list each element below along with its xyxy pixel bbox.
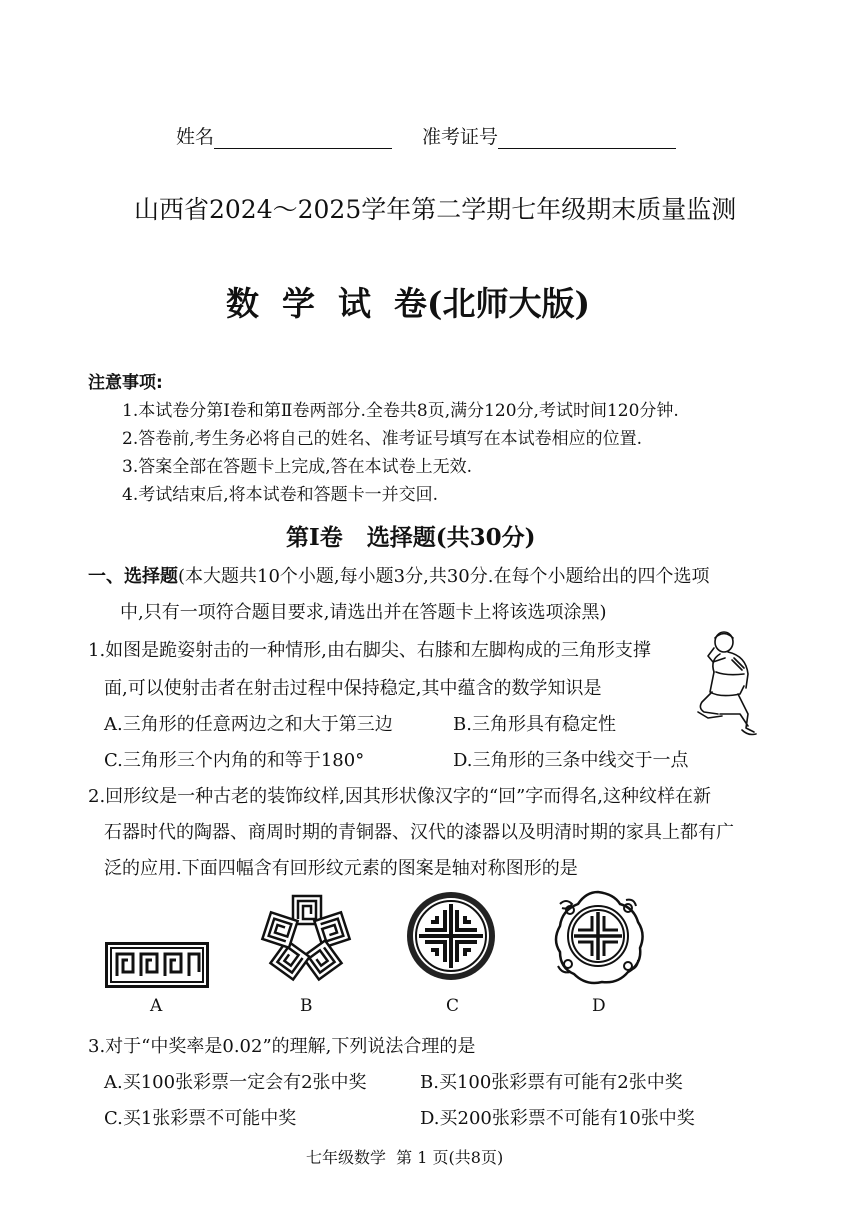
- exam-id-label: [422, 122, 676, 149]
- q1-option-a: A.三角形的任意两边之和大于第三边: [104, 714, 393, 735]
- q2-stem: 2.回形纹是一种古老的装饰纹样,因其形状像汉字的“回”字而得名,这种纹样在新: [88, 786, 712, 807]
- notes-heading: 注意事项:: [88, 373, 163, 393]
- q2-stem: 泛的应用.下面四幅含有回形纹元素的图案是轴对称图形的是: [104, 858, 578, 879]
- figure-label-a: A: [150, 996, 163, 1016]
- pattern-figure-d: [548, 886, 648, 986]
- pattern-figure-c: [405, 890, 497, 982]
- q3-option-a: A.买100张彩票一定会有2张中奖: [104, 1072, 367, 1093]
- pattern-figure-b: [258, 888, 356, 986]
- note-item: 1.本试卷分第Ⅰ卷和第Ⅱ卷两部分.全卷共8页,满分120分,考试时间120分钟.: [122, 401, 679, 421]
- section-instruction: [88, 562, 709, 588]
- name-blank: [214, 130, 392, 149]
- q1-option-c: C.三角形三个内角的和等于180°: [104, 750, 365, 771]
- q1-stem: 面,可以使射击者在射击过程中保持稳定,其中蕴含的数学知识是: [104, 678, 602, 699]
- instruction-lead: 一、选择题: [88, 566, 178, 587]
- note-item: 4.考试结束后,将本试卷和答题卡一并交回.: [122, 485, 439, 505]
- kneeling-shooter-figure: [690, 628, 762, 748]
- exam-id-blank: [498, 130, 676, 149]
- exam-id-label-text: 准考证号: [422, 126, 499, 148]
- subject-title: 数 学 试 卷(北师大版): [226, 284, 591, 323]
- note-item: 3.答案全部在答题卡上完成,答在本试卷上无效.: [122, 457, 473, 477]
- section-title: 第Ⅰ卷 选择题(共30分): [286, 524, 536, 551]
- q3-option-c: C.买1张彩票不可能中奖: [104, 1108, 297, 1129]
- name-label-text: 姓名: [176, 126, 215, 148]
- q1-option-d: D.三角形的三条中线交于一点: [453, 750, 689, 771]
- name-label: [176, 122, 392, 149]
- note-item: 2.答卷前,考生务必将自己的姓名、准考证号填写在本试卷相应的位置.: [122, 429, 643, 449]
- exam-title: 山西省2024～2025学年第二学期七年级期末质量监测: [134, 195, 737, 224]
- instruction-line2: 中,只有一项符合题目要求,请选出并在答题卡上将该选项涂黑): [120, 602, 607, 623]
- q2-stem: 石器时代的陶器、商周时期的青铜器、汉代的漆器以及明清时期的家具上都有广: [104, 822, 734, 843]
- q3-option-b: B.买100张彩票有可能有2张中奖: [420, 1072, 683, 1093]
- figure-label-b: B: [300, 996, 313, 1016]
- pattern-figure-a: [105, 942, 209, 988]
- figure-label-c: C: [446, 996, 460, 1016]
- q3-option-d: D.买200张彩票不可能有10张中奖: [420, 1108, 695, 1129]
- q1-stem: 1.如图是跪姿射击的一种情形,由右脚尖、右膝和左脚构成的三角形支撑: [88, 640, 651, 661]
- q1-option-b: B.三角形具有稳定性: [453, 714, 616, 735]
- q3-stem: 3.对于“中奖率是0.02”的理解,下列说法合理的是: [88, 1036, 476, 1057]
- figure-label-d: D: [592, 996, 606, 1016]
- page-footer: 七年级数学 第 1 页(共8页): [306, 1148, 504, 1167]
- instruction-text: (本大题共10个小题,每小题3分,共30分.在每个小题给出的四个选项: [178, 566, 710, 587]
